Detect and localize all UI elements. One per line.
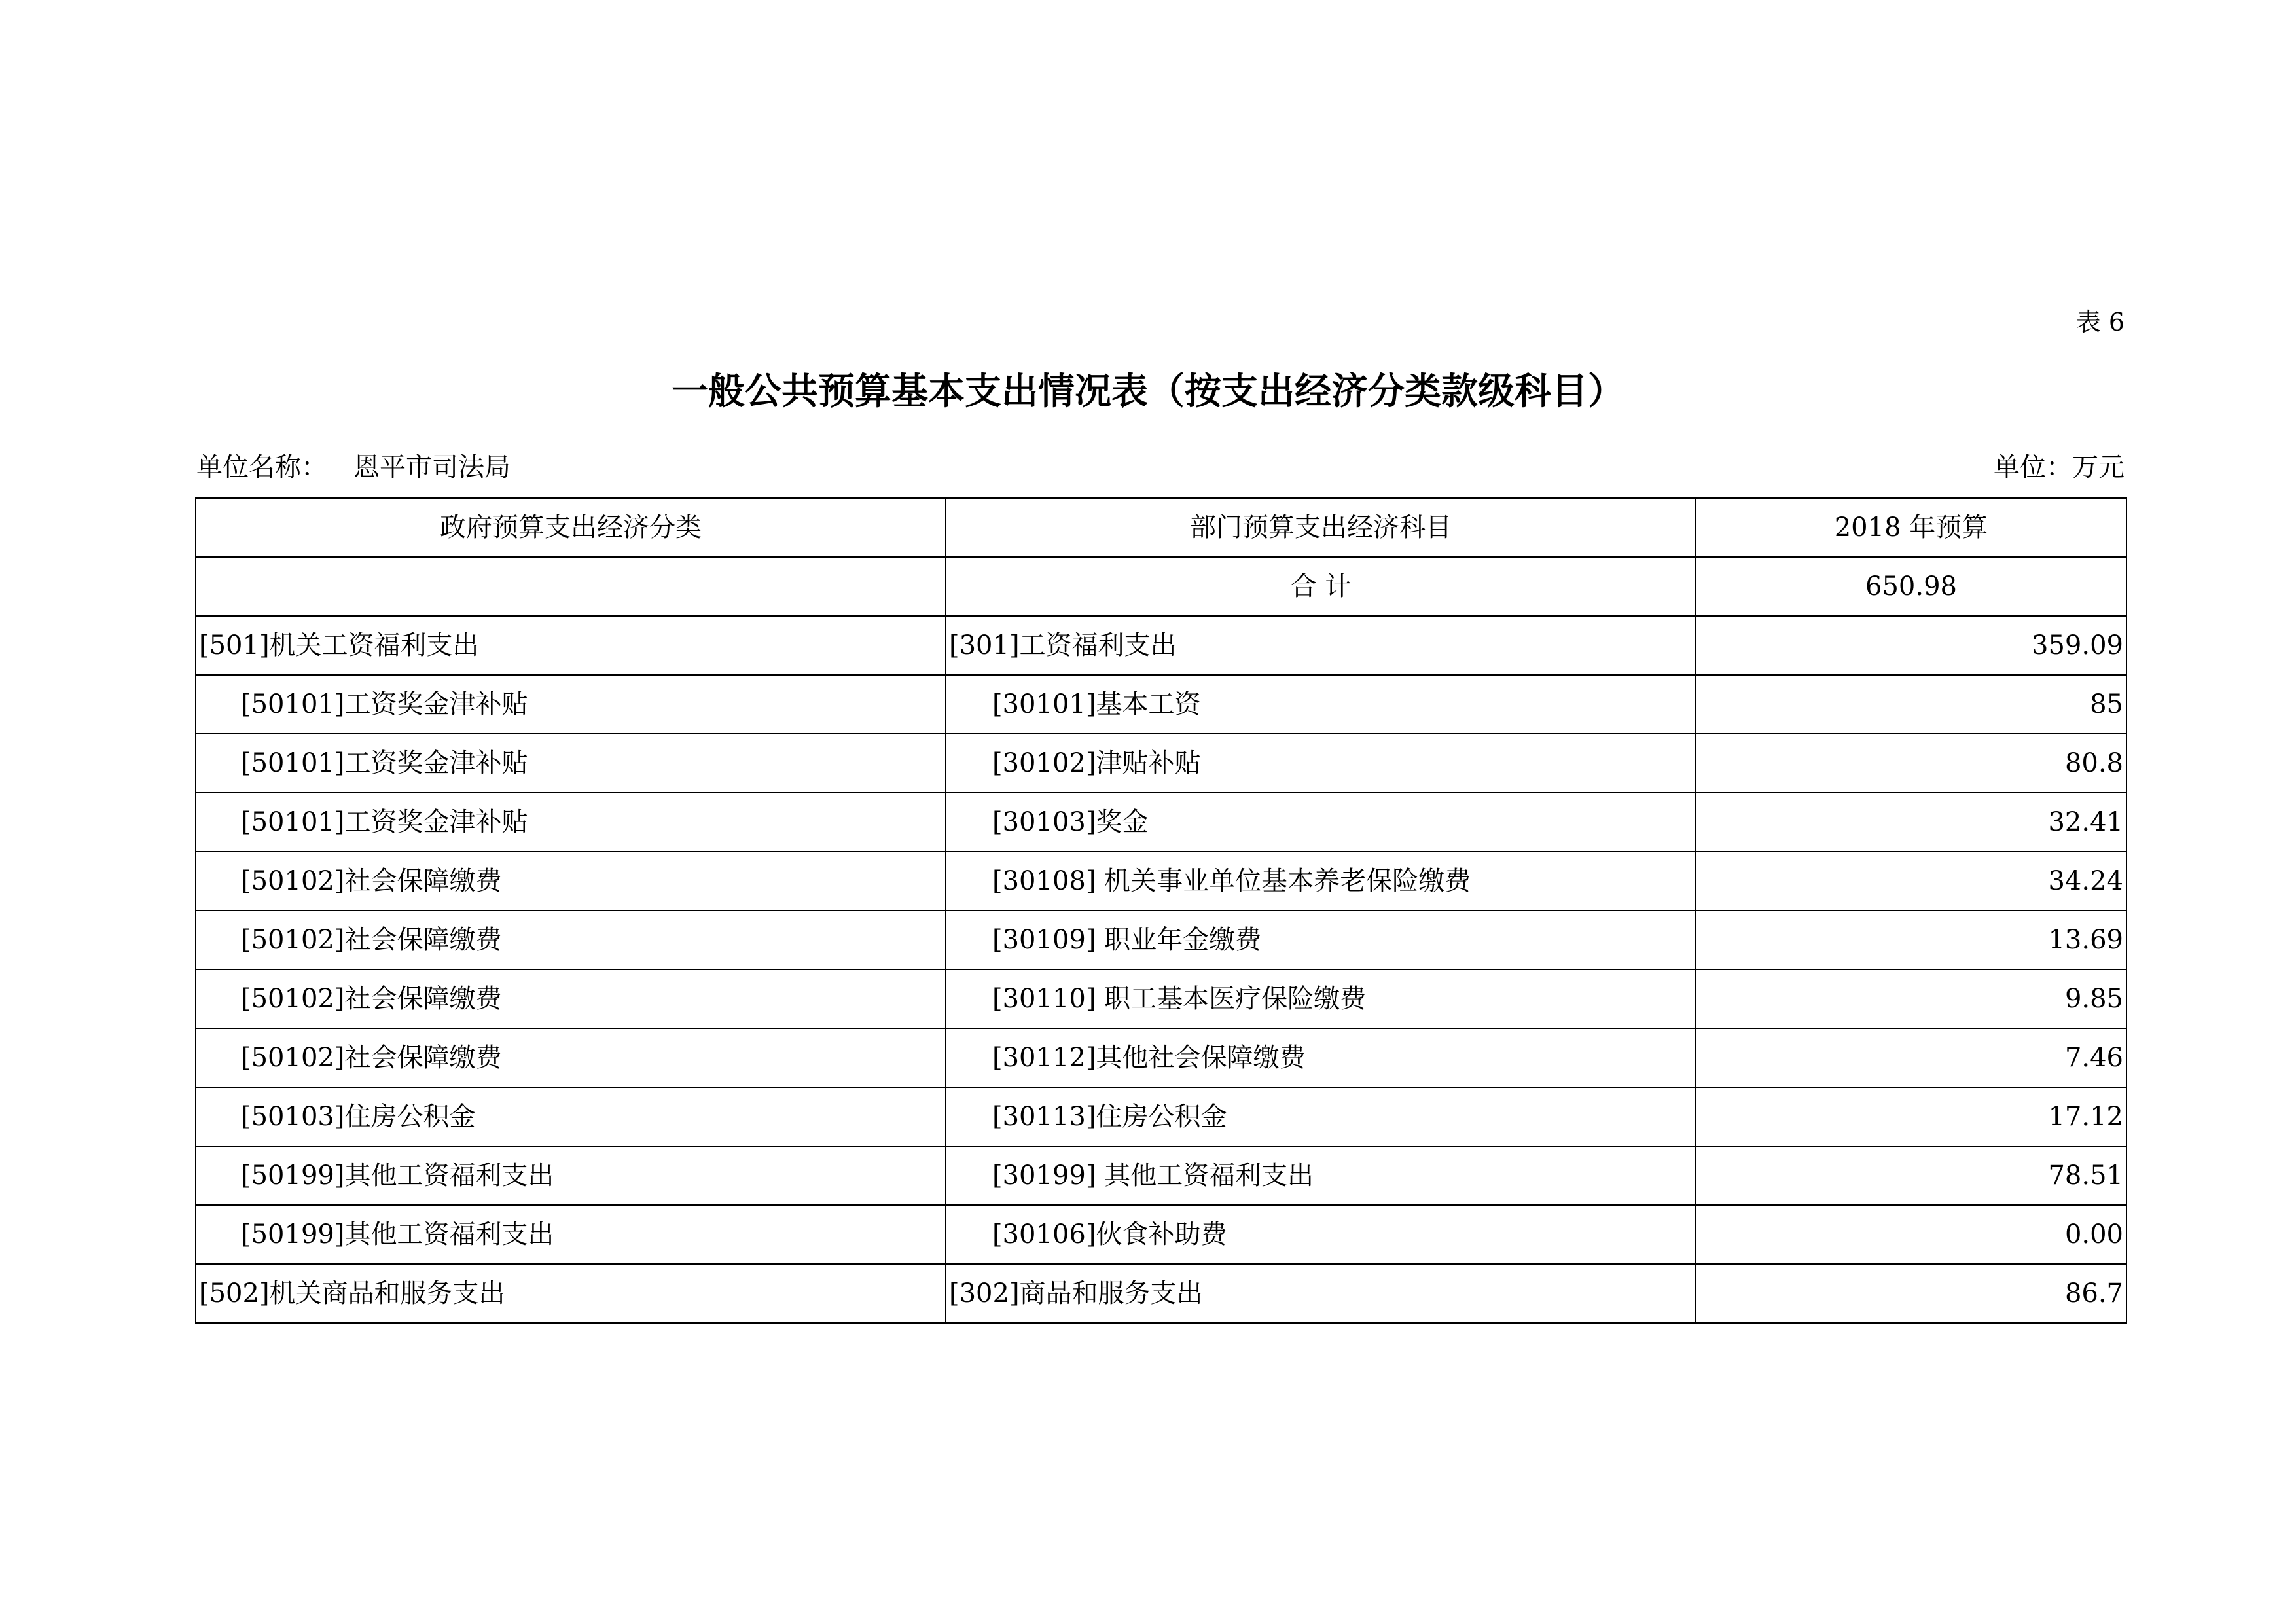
table-number: 表 6 (2075, 308, 2125, 336)
currency-unit: 单位：万元 (1994, 452, 2125, 482)
budget-value-cell: 7.46 (1696, 1028, 2126, 1087)
table-row (196, 1028, 2126, 1087)
budget-value-cell: 78.51 (1696, 1146, 2126, 1205)
table-row (196, 675, 2126, 734)
budget-value-cell: 86.7 (1696, 1264, 2126, 1323)
gov-category-cell: [50199]其他工资福利支出 (196, 1146, 946, 1205)
dept-item-cell: [301]工资福利支出 (946, 616, 1696, 675)
budget-value-cell: 13.69 (1696, 911, 2126, 969)
table-row (196, 793, 2126, 852)
table-row (196, 616, 2126, 675)
dept-item-cell: [30106]伙食补助费 (946, 1205, 1696, 1264)
unit-name-value: 恩平市司法局 (353, 452, 511, 482)
budget-value-cell: 32.41 (1696, 793, 2126, 852)
budget-value-cell: 34.24 (1696, 852, 2126, 911)
page-title: 一般公共预算基本支出情况表（按支出经济分类款级科目） (672, 370, 1624, 413)
header-gov-category: 政府预算支出经济分类 (196, 498, 946, 557)
dept-item-cell: [30103]奖金 (946, 793, 1696, 852)
total-label: 合 计 (946, 557, 1696, 616)
gov-category-cell: [50101]工资奖金津补贴 (196, 734, 946, 793)
table-row (196, 1264, 2126, 1323)
unit-name-label: 单位名称： (196, 452, 327, 482)
header-budget-2018: 2018 年预算 (1696, 498, 2126, 557)
budget-table (195, 497, 2127, 1324)
dept-item-cell: [30101]基本工资 (946, 675, 1696, 734)
table-row (196, 1205, 2126, 1264)
total-empty-cell (196, 557, 946, 616)
table-row (196, 969, 2126, 1028)
gov-category-cell: [50102]社会保障缴费 (196, 911, 946, 969)
header-dept-item: 部门预算支出经济科目 (946, 498, 1696, 557)
table-row (196, 1087, 2126, 1146)
dept-item-cell: [30110] 职工基本医疗保险缴费 (946, 969, 1696, 1028)
dept-item-cell: [30108] 机关事业单位基本养老保险缴费 (946, 852, 1696, 911)
total-row (196, 557, 2126, 616)
budget-value-cell: 359.09 (1696, 616, 2126, 675)
dept-item-cell: [30199] 其他工资福利支出 (946, 1146, 1696, 1205)
table-row (196, 1146, 2126, 1205)
gov-category-cell: [50102]社会保障缴费 (196, 969, 946, 1028)
budget-value-cell: 85 (1696, 675, 2126, 734)
gov-category-cell: [502]机关商品和服务支出 (196, 1264, 946, 1323)
gov-category-cell: [50103]住房公积金 (196, 1087, 946, 1146)
gov-category-cell: [50101]工资奖金津补贴 (196, 675, 946, 734)
budget-value-cell: 9.85 (1696, 969, 2126, 1028)
budget-value-cell: 17.12 (1696, 1087, 2126, 1146)
unit-name (196, 450, 511, 484)
dept-item-cell: [30102]津贴补贴 (946, 734, 1696, 793)
gov-category-cell: [50199]其他工资福利支出 (196, 1205, 946, 1264)
dept-item-cell: [30109] 职业年金缴费 (946, 911, 1696, 969)
table-row (196, 911, 2126, 969)
gov-category-cell: [50102]社会保障缴费 (196, 852, 946, 911)
header-row (196, 498, 2126, 557)
gov-category-cell: [501]机关工资福利支出 (196, 616, 946, 675)
gov-category-cell: [50102]社会保障缴费 (196, 1028, 946, 1087)
table-row (196, 734, 2126, 793)
table-row (196, 852, 2126, 911)
gov-category-cell: [50101]工资奖金津补贴 (196, 793, 946, 852)
dept-item-cell: [30112]其他社会保障缴费 (946, 1028, 1696, 1087)
total-value: 650.98 (1696, 557, 2126, 616)
dept-item-cell: [30113]住房公积金 (946, 1087, 1696, 1146)
dept-item-cell: [302]商品和服务支出 (946, 1264, 1696, 1323)
budget-value-cell: 80.8 (1696, 734, 2126, 793)
budget-value-cell: 0.00 (1696, 1205, 2126, 1264)
